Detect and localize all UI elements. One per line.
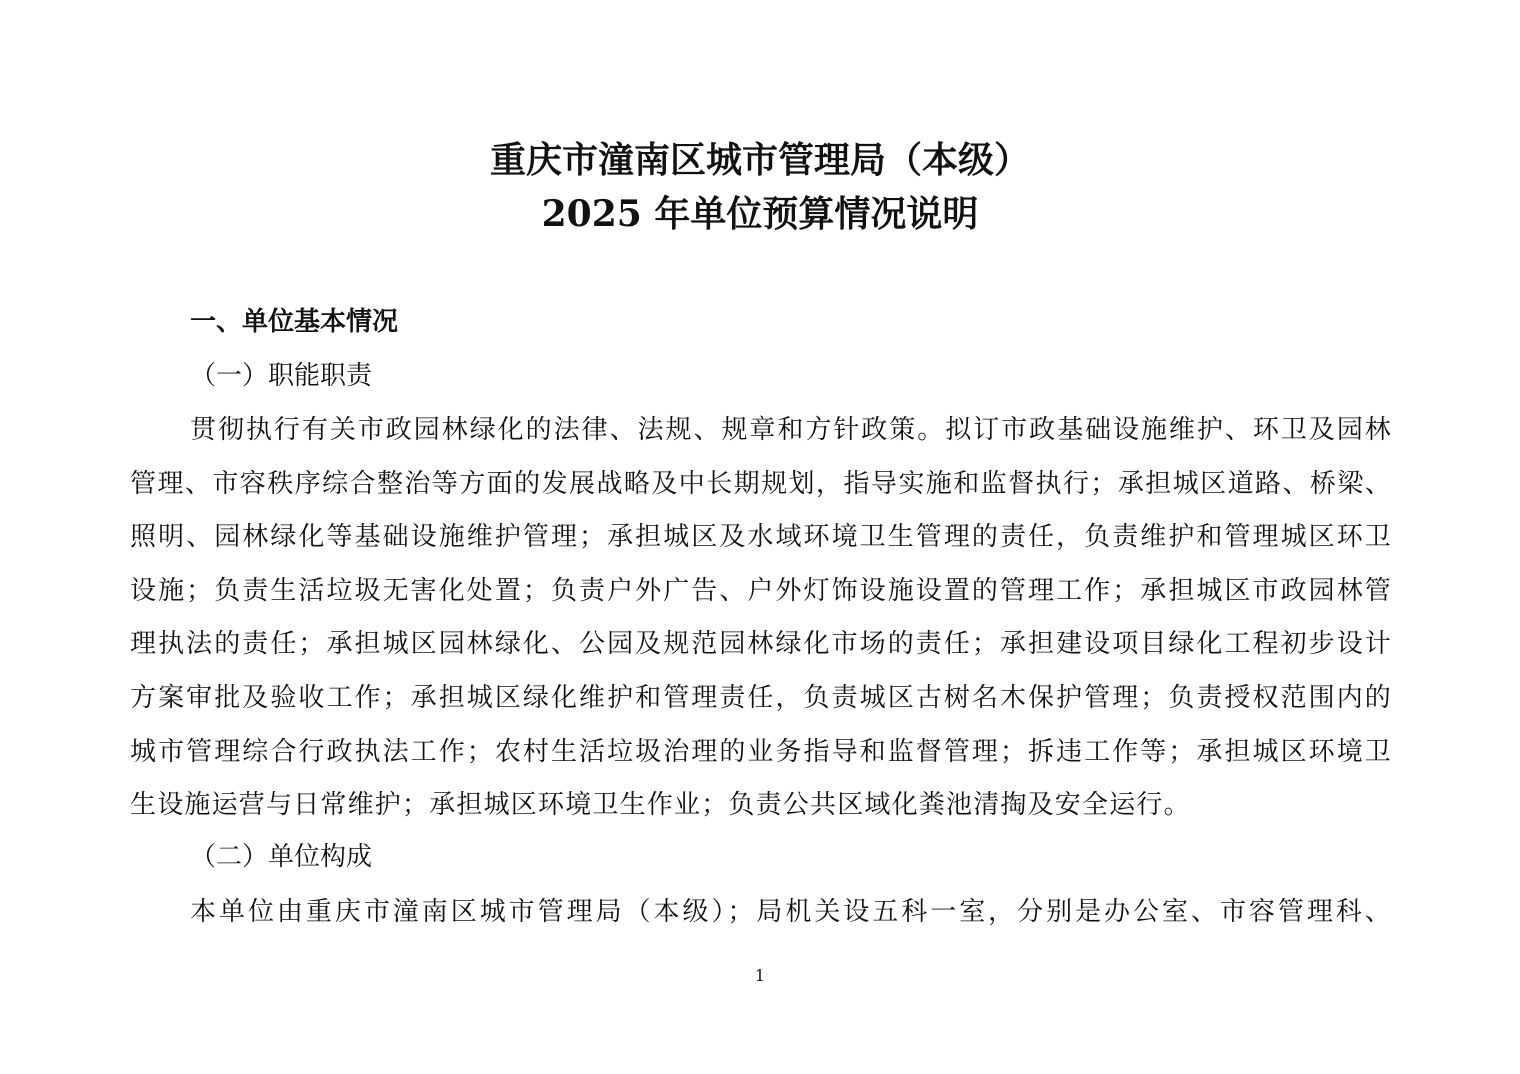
paragraph-composition [130,886,1392,940]
subsection-heading-functions: （一）职能职责 [190,361,373,391]
paragraph-line: 方案审批及验收工作；承担城区绿化维护和管理责任，负责城区古树名木保护管理；负责授权范围内的 [130,682,1392,713]
paragraph-line: 照明、园林绿化等基础设施维护管理；承担城区及水域环境卫生管理的责任，负责维护和管理城区环卫 [130,522,1392,553]
paragraph-line: 贯彻执行有关市政园林绿化的法律、法规、规章和方针政策。拟订市政基础设施维护、环卫及园林 [190,415,1392,445]
title-line-1: 重庆市潼南区城市管理局（本级） [489,139,1030,181]
paragraph-line: 生设施运营与日常维护；承担城区环境卫生作业；负责公共区域化粪池清掏及安全运行。 [130,790,1191,821]
section-heading-basic-info: 一、单位基本情况 [190,307,399,337]
paragraph-line: 本单位由重庆市潼南区城市管理局（本级）；局机关设五科一室，分别是办公室、市容管理科、 [190,897,1392,927]
document-title [0,133,1520,241]
paragraph-line: 城市管理综合行政执法工作；农村生活垃圾治理的业务指导和监督管理；拆违工作等；承担城区环境卫 [130,736,1392,767]
paragraph-line: 理执法的责任；承担城区园林绿化、公园及规范园林绿化市场的责任；承担建设项目绿化工程初步设计 [130,629,1392,660]
title-line-2: 2025 年单位预算情况说明 [541,193,979,235]
page-number: 1 [754,966,766,985]
paragraph-functions [130,404,1392,833]
paragraph-line: 设施；负责生活垃圾无害化处置；负责户外广告、户外灯饰设施设置的管理工作；承担城区市政园林管 [130,575,1392,606]
paragraph-line: 管理、市容秩序综合整治等方面的发展战略及中长期规划，指导实施和监督执行；承担城区道路、桥梁、 [130,468,1392,499]
subsection-heading-composition: （二）单位构成 [190,842,373,872]
